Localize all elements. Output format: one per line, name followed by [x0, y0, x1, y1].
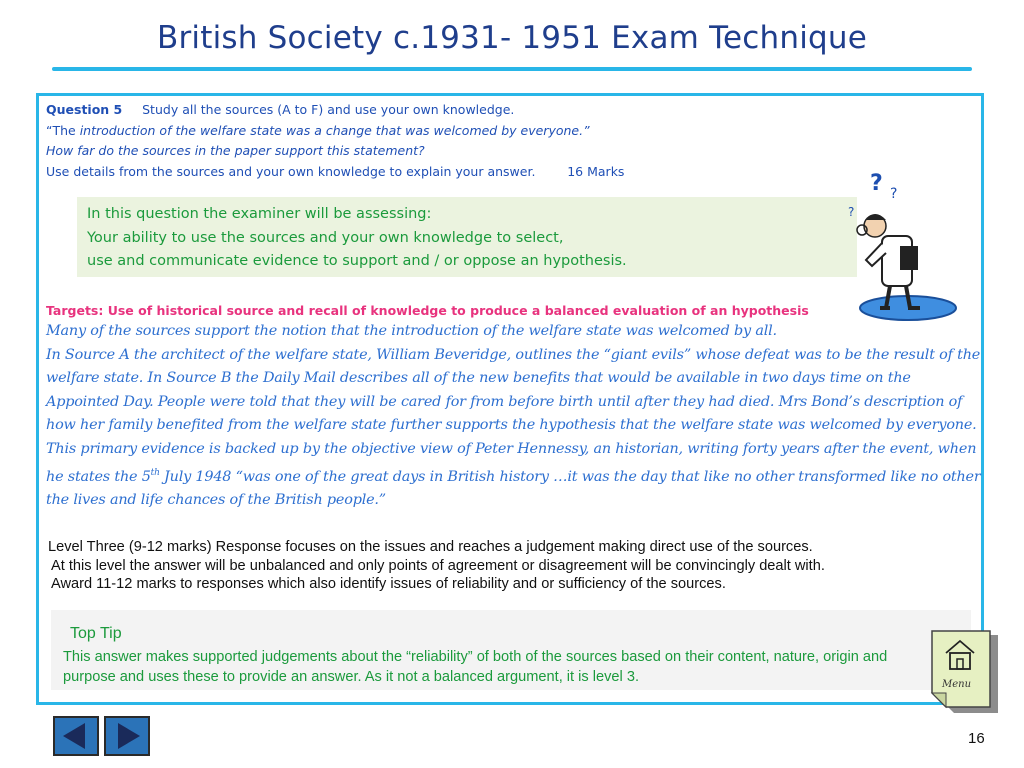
quote-open: “The [46, 122, 80, 138]
level-description [48, 538, 978, 594]
svg-text:?: ? [870, 171, 883, 196]
top-tip-title: Top Tip [70, 625, 122, 642]
assessing-line-2: Your ability to use the sources and your own knowledge to select, [87, 229, 564, 246]
question-prompt: How far do the sources in the paper support this statement? [46, 143, 425, 158]
model-answer [46, 320, 981, 513]
answer-paragraph-1: Many of the sources support the notion that the introduction of the welfare state was welcomed by all. [46, 323, 777, 339]
targets-text: Targets: Use of historical source and recall of knowledge to produce a balanced evaluation of an hypothesis [46, 303, 809, 318]
slide-title: British Society c.1931- 1951 Exam Technique [156, 20, 868, 56]
assessing-line-1: In this question the examiner will be assessing: [87, 206, 432, 222]
svg-text:?: ? [848, 205, 855, 219]
level-line-1: Level Three (9-12 marks) Response focuses on the issues and reaches a judgement making direct use of the sources. [48, 539, 813, 555]
next-slide-button[interactable] [104, 716, 150, 756]
page-number: 16 [968, 730, 985, 747]
svg-text:?: ? [890, 186, 898, 202]
question-block [46, 100, 746, 182]
menu-button[interactable] [930, 629, 1000, 715]
answer-paragraph-2-text: In Source A the architect of the welfare state, William Beveridge, outlines the “giant evils” whose defeat was to be the result of the welfare state. In Source B the Daily Mail describes all of the new benefits that would be available in two days time on the Appointed Day. People were told that they will be cared for from before birth until after they had died. Mrs Bond’s description of how her family benefited from the welfare state further supports the hypothesis that the welfare state was welcomed by everyone. This primary evidence is backed up by the objective view of Peter Hennessy, an historian, writing forty years after the event, when he states the 5 [46, 346, 981, 485]
right-arrow-icon [106, 718, 148, 754]
question-instruction: Study all the sources (A to F) and use your own knowledge. [142, 102, 515, 117]
answer-paragraph-2 [46, 344, 981, 513]
thinking-man-clipart [830, 168, 965, 328]
answer-superscript: th [150, 467, 160, 478]
quote-text: introduction of the welfare state was a change that was welcomed by everyone.” [79, 122, 590, 138]
marks-text: 16 Marks [567, 163, 625, 179]
assessing-line-3: use and communicate evidence to support and / or oppose an hypothesis. [87, 253, 627, 269]
level-line-2: At this level the answer will be unbalanced and only points of agreement or disagreement will be convincingly dealt with. [51, 557, 825, 574]
top-tip-text: This answer makes supported judgements about the “reliability” of both of the sources based on their content, nature, origin and purpose and uses these to provide an answer. As it not a balanced argument, it is level 3. [63, 649, 888, 685]
menu-label: Menu [942, 679, 972, 690]
assessing-box [77, 197, 857, 277]
title-underline [52, 67, 972, 71]
answer-paragraph-2-end: July 1948 “was one of the great days in British history …it was the day that like no other transformed like no other the lives and life chances of the British people.” [46, 468, 981, 508]
level-line-3: Award 11-12 marks to responses which also identify issues of reliability and or sufficiency of the sources. [51, 576, 726, 592]
question-label: Question 5 [46, 102, 123, 117]
previous-slide-button[interactable] [53, 716, 99, 756]
use-details-text: Use details from the sources and your own knowledge to explain your answer. [46, 163, 536, 179]
left-arrow-icon [55, 718, 97, 754]
